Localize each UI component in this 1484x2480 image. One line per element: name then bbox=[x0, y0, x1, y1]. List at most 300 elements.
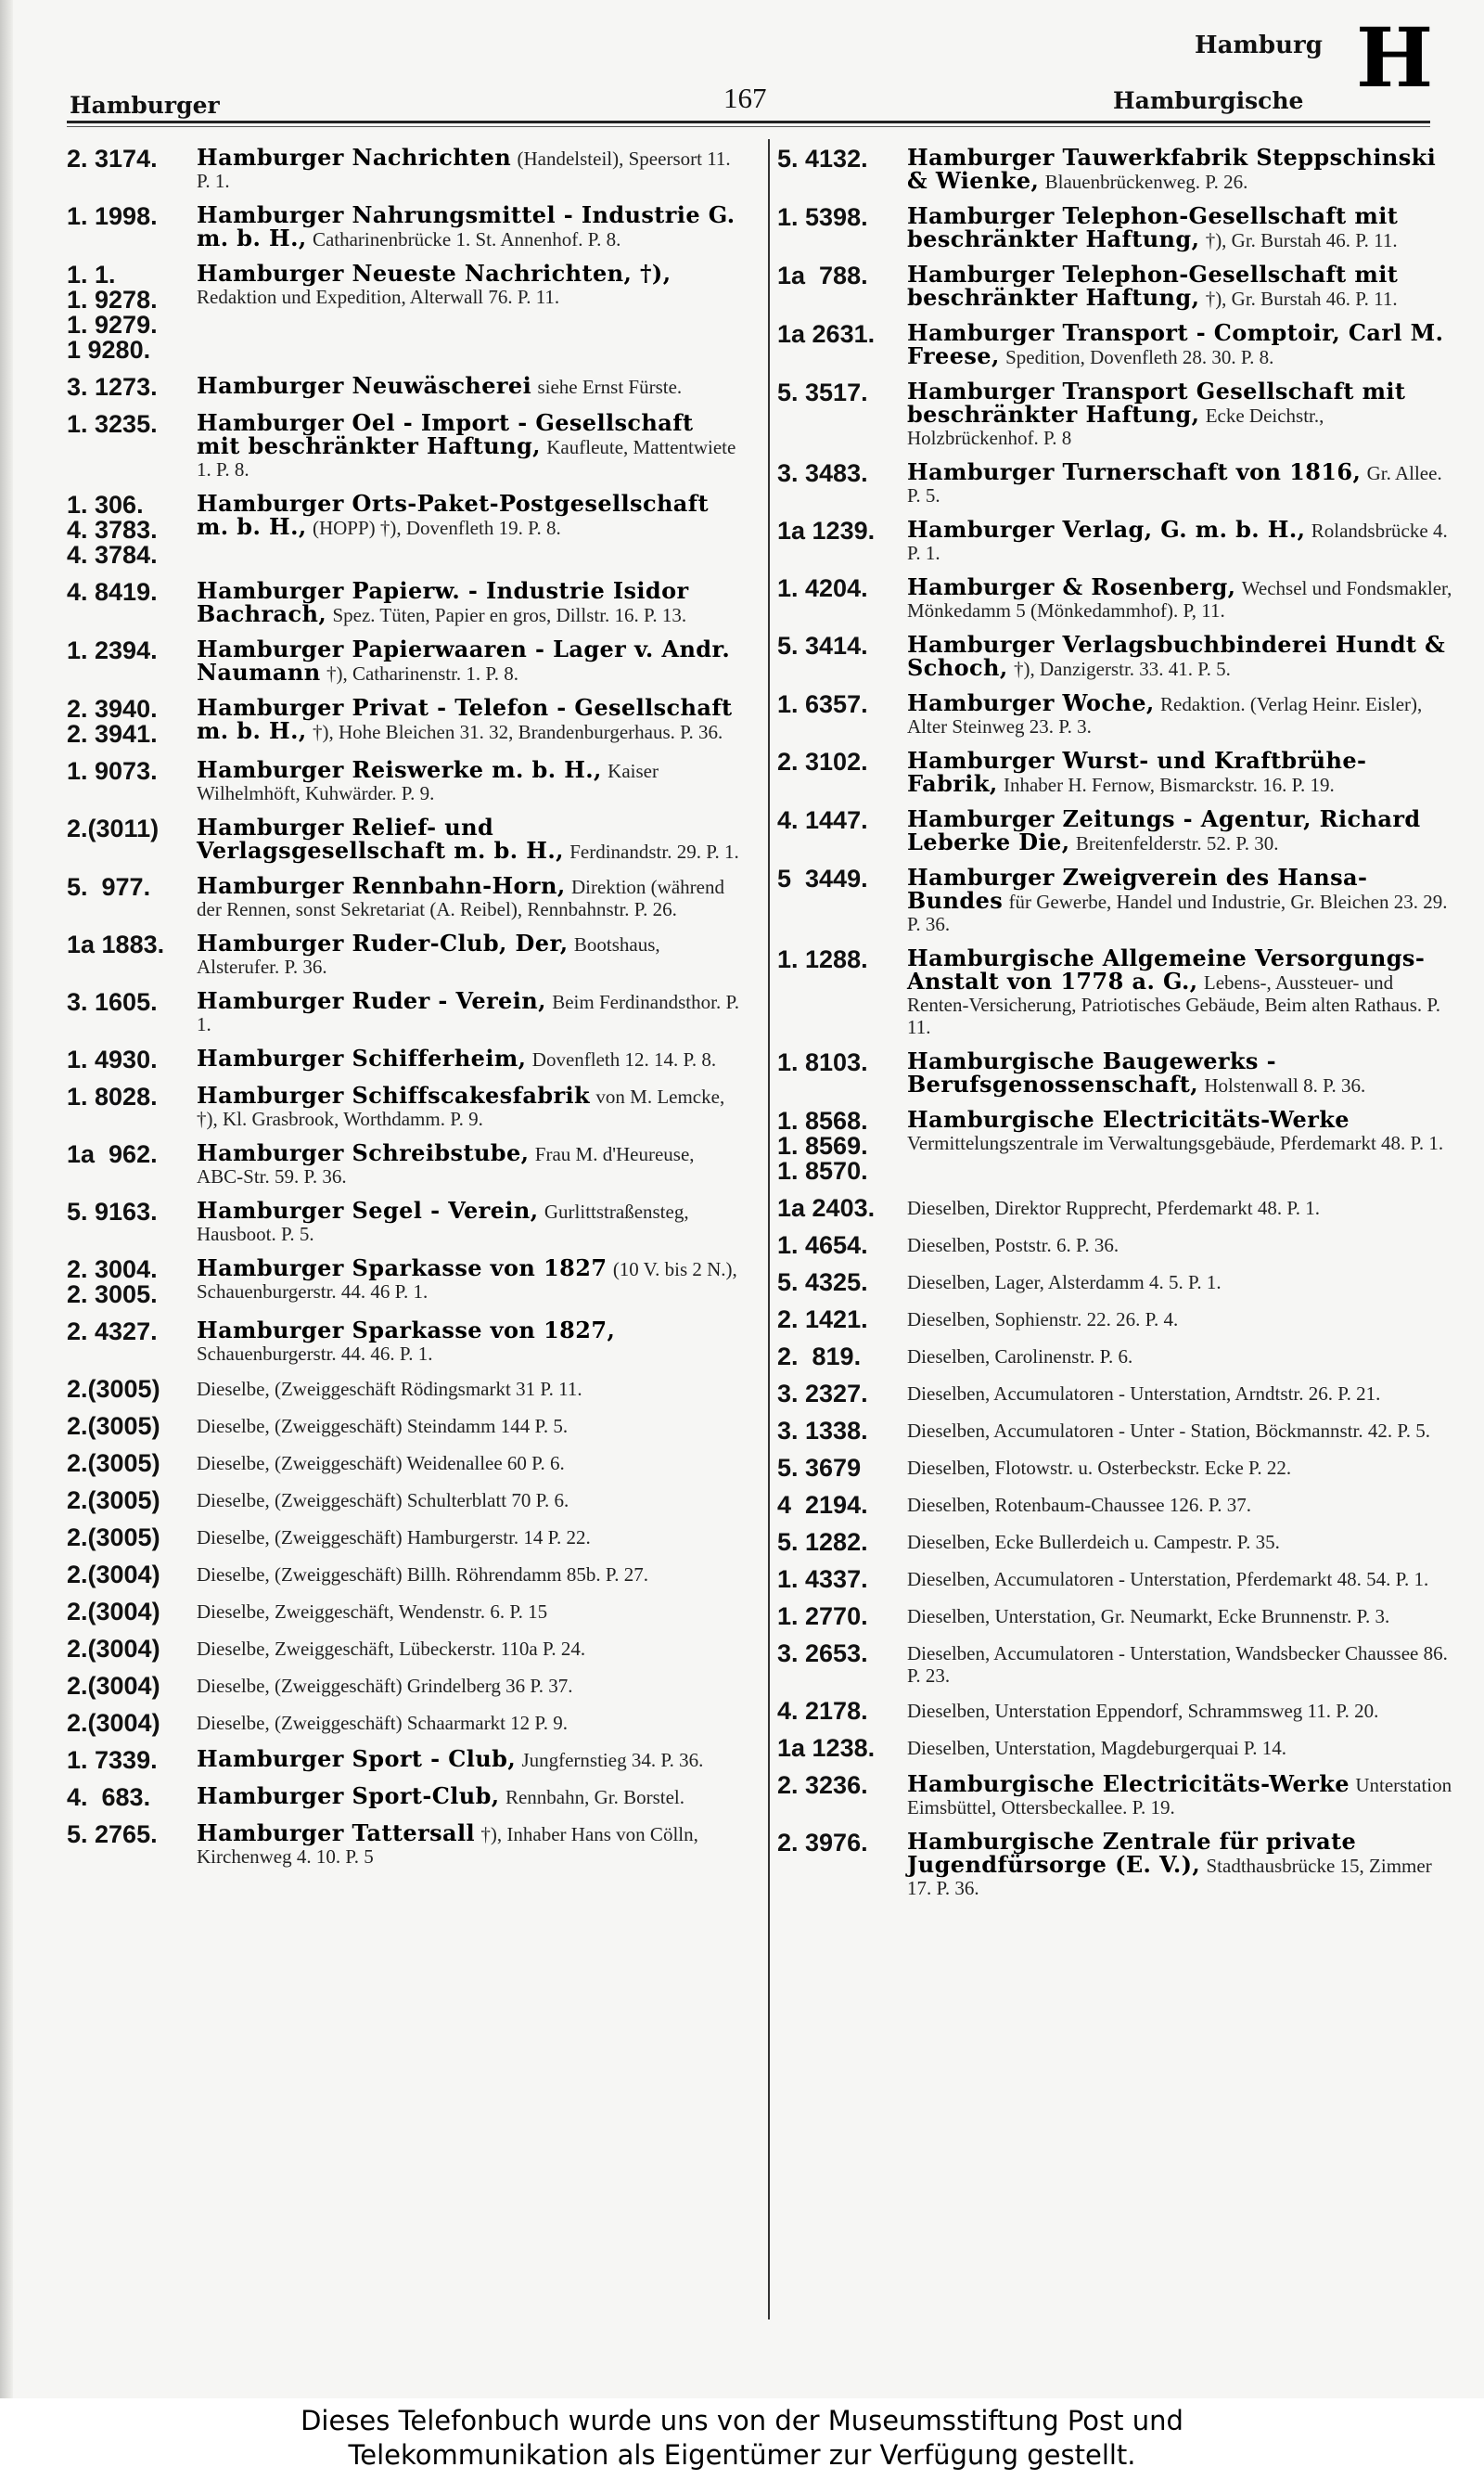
entry-text bbox=[907, 1641, 1454, 1687]
entry-details: Dieselbe, (Zweiggeschäft) Schulterblatt 70 P. 6. bbox=[197, 1489, 569, 1511]
entry-name: Hamburger Privat - Telefon - Gesellschaft m. b. H., bbox=[197, 694, 733, 744]
entry-name: Hamburger Woche, bbox=[907, 689, 1155, 716]
entry-text bbox=[197, 1377, 744, 1400]
directory-entry bbox=[777, 144, 1454, 194]
phone-numbers: 1. 306. 4. 3783. 4. 3784. bbox=[67, 491, 158, 569]
directory-entry bbox=[67, 409, 744, 481]
directory-entry bbox=[777, 1047, 1454, 1098]
directory-entry bbox=[67, 756, 744, 804]
phone-numbers: 3. 2653. bbox=[777, 1639, 868, 1667]
entry-name: Hamburger Schifferheim, bbox=[197, 1045, 527, 1072]
directory-entry bbox=[67, 490, 744, 569]
entry-details: Blauenbrückenweg. P. 26. bbox=[1044, 171, 1248, 193]
phone-numbers: 3. 1273. bbox=[67, 373, 158, 401]
entry-name: Hamburger Sport-Club, bbox=[197, 1782, 500, 1809]
entry-details: Schauenburgerstr. 44. 46. P. 1. bbox=[197, 1343, 433, 1365]
directory-entry bbox=[67, 1082, 744, 1130]
entry-details: Dieselben, Unterstation Eppendorf, Schrammsweg 11. P. 20. bbox=[907, 1700, 1379, 1722]
phone-numbers: 2.(3005) bbox=[67, 1375, 160, 1403]
entry-text bbox=[907, 1344, 1454, 1368]
phone-numbers: 1. 4204. bbox=[777, 574, 868, 602]
phone-numbers: 3. 1338. bbox=[777, 1417, 868, 1445]
entry-name: Hamburger & Rosenberg, bbox=[907, 573, 1236, 600]
phone-numbers: 1. 6357. bbox=[777, 690, 868, 718]
entry-details: Unterstation Eimsbüttel, Ottersbeckallee. P. 19. bbox=[907, 1774, 1452, 1818]
entry-details: Dieselbe, (Zweiggeschäft) Steindamm 144 P. 5. bbox=[197, 1415, 569, 1437]
entry-details: Rolandsbrücke 4. P. 1. bbox=[907, 520, 1448, 564]
entry-text bbox=[907, 1233, 1454, 1256]
directory-entry bbox=[777, 319, 1454, 369]
entry-details: Ferdinandstr. 29. P. 1. bbox=[569, 841, 739, 863]
entry-text bbox=[907, 1456, 1454, 1479]
entry-text bbox=[907, 864, 1454, 935]
entry-text bbox=[197, 638, 744, 685]
directory-entry bbox=[777, 1828, 1454, 1899]
entry-text bbox=[907, 1736, 1454, 1759]
left-column bbox=[67, 144, 744, 1880]
running-head-right-top: Hamburg bbox=[1195, 32, 1323, 59]
entry-text bbox=[907, 631, 1454, 681]
entry-name: Hamburger Rennbahn-Horn, bbox=[197, 872, 566, 899]
entry-name: Hamburger Ruder - Verein, bbox=[197, 987, 546, 1014]
phone-numbers: 2. 3174. bbox=[67, 145, 158, 173]
phone-numbers: 1a 788. bbox=[777, 262, 868, 289]
entry-text bbox=[907, 1604, 1454, 1627]
entry-details: †), Danzigerstr. 33. 41. P. 5. bbox=[1013, 658, 1231, 680]
entry-name: Hamburger Sparkasse von 1827, bbox=[197, 1317, 616, 1343]
directory-entry bbox=[67, 1600, 744, 1625]
directory-entry bbox=[777, 202, 1454, 252]
phone-numbers: 4. 683. bbox=[67, 1783, 151, 1811]
phone-numbers: 1a 1238. bbox=[777, 1734, 876, 1762]
phone-numbers: 2.(3005) bbox=[67, 1449, 160, 1477]
entry-details: Bootshaus, Alsterufer. P. 36. bbox=[197, 933, 660, 978]
phone-numbers: 2.(3011) bbox=[67, 815, 160, 842]
entry-name: Hamburger Transport - Comptoir, Carl M. Freese, bbox=[907, 319, 1444, 369]
phone-numbers: 5. 3679 bbox=[777, 1454, 862, 1482]
phone-numbers: 4 2194. bbox=[777, 1491, 868, 1519]
entry-text bbox=[907, 944, 1454, 1038]
phone-numbers: 2.(3005) bbox=[67, 1412, 160, 1440]
directory-entry bbox=[777, 1736, 1454, 1761]
entry-details: von M. Lemcke, †), Kl. Grasbrook, Worthdamm. P. 9. bbox=[197, 1086, 725, 1130]
entry-text bbox=[197, 1525, 744, 1548]
footer-line-2: Telekommunikation als Eigentümer zur Verfügung gestellt. bbox=[348, 2439, 1136, 2471]
directory-entry bbox=[67, 872, 744, 920]
entry-text bbox=[197, 1711, 744, 1734]
phone-numbers: 1a 2403. bbox=[777, 1194, 876, 1222]
directory-entry bbox=[67, 1745, 744, 1774]
directory-entry bbox=[777, 1307, 1454, 1332]
entry-text bbox=[907, 1307, 1454, 1330]
phone-numbers: 1. 4337. bbox=[777, 1565, 868, 1593]
entry-details: Dieselbe, (Zweiggeschäft) Schaarmarkt 12 P. 9. bbox=[197, 1712, 569, 1734]
entry-name: Hamburgische Allgemeine Versorgungs-Anstalt von 1778 a. G., bbox=[907, 944, 1426, 995]
entry-name: Hamburger Verlagsbuchbinderei Hundt & Schoch, bbox=[907, 631, 1446, 681]
phone-numbers: 5. 4132. bbox=[777, 145, 868, 173]
directory-entry bbox=[777, 689, 1454, 738]
entry-text bbox=[907, 1419, 1454, 1442]
entry-details: Dieselben, Accumulatoren - Unterstation, Pferdemarkt 48. 54. P. 1. bbox=[907, 1568, 1429, 1590]
entry-name: Hamburgische Electricitäts-Werke bbox=[907, 1106, 1350, 1133]
directory-entry bbox=[67, 694, 744, 748]
entry-text bbox=[197, 1047, 744, 1071]
entry-text bbox=[197, 1082, 744, 1130]
entry-details: Direktion (während der Rennen, sonst Sekretariat (A. Reibel), Rennbahnstr. P. 26. bbox=[197, 876, 724, 920]
directory-entry bbox=[777, 458, 1454, 507]
section-letter: H bbox=[1356, 9, 1434, 106]
phone-numbers: 2. 3976. bbox=[777, 1829, 868, 1857]
phone-numbers: 3. 1605. bbox=[67, 988, 158, 1016]
entry-text bbox=[907, 1270, 1454, 1293]
directory-entry bbox=[67, 638, 744, 685]
entry-name: Hamburger Sport - Club, bbox=[197, 1745, 517, 1772]
directory-entry bbox=[67, 816, 744, 863]
directory-entry bbox=[777, 1641, 1454, 1687]
directory-entry bbox=[777, 1604, 1454, 1629]
entry-text bbox=[907, 458, 1454, 507]
phone-numbers: 2.(3005) bbox=[67, 1523, 160, 1551]
entry-details: Dieselben, Accumulatoren - Unterstation, Wandsbecker Chaussee 86. P. 23. bbox=[907, 1642, 1448, 1687]
directory-entry bbox=[67, 1047, 744, 1073]
entry-text bbox=[907, 202, 1454, 252]
directory-entry bbox=[67, 144, 744, 192]
header-rule bbox=[67, 121, 1430, 123]
entry-details: Breitenfelderstr. 52. P. 30. bbox=[1075, 832, 1279, 855]
entry-details: Dovenfleth 12. 14. P. 8. bbox=[531, 1048, 717, 1071]
entry-details: Dieselbe, (Zweiggeschäft Rödingsmarkt 31 P. 11. bbox=[197, 1378, 582, 1400]
entry-name: Hamburger Telephon-Gesellschaft mit beschränkter Haftung, bbox=[907, 202, 1399, 252]
phone-numbers: 2.(3004) bbox=[67, 1561, 160, 1588]
entry-text bbox=[197, 1451, 744, 1474]
entry-text bbox=[907, 144, 1454, 194]
phone-numbers: 1. 2770. bbox=[777, 1602, 868, 1630]
directory-entry bbox=[777, 516, 1454, 564]
directory-entry bbox=[67, 932, 744, 978]
phone-numbers: 1a 1239. bbox=[777, 517, 876, 545]
entry-text bbox=[197, 932, 744, 978]
entry-name: Hamburger Verlag, G. m. b. H., bbox=[907, 516, 1306, 543]
entry-name: Hamburger Schreibstube, bbox=[197, 1139, 530, 1166]
phone-numbers: 4. 8419. bbox=[67, 578, 158, 606]
entry-text bbox=[197, 1488, 744, 1511]
entry-name: Hamburger Reiswerke m. b. H., bbox=[197, 756, 602, 783]
entry-text bbox=[197, 1745, 744, 1772]
phone-numbers: 2. 819. bbox=[777, 1343, 862, 1370]
entry-name: Hamburger Zweigverein des Hansa-Bundes bbox=[907, 864, 1368, 914]
directory-entry bbox=[777, 1770, 1454, 1818]
entry-details: †), Gr. Burstah 46. P. 11. bbox=[1205, 229, 1398, 251]
entry-details: Vermittelungszentrale im Verwaltungsgebäude, Pferdemarkt 48. P. 1. bbox=[907, 1132, 1444, 1154]
phone-numbers: 2.(3005) bbox=[67, 1486, 160, 1514]
entry-text bbox=[907, 1047, 1454, 1098]
entry-text bbox=[197, 1562, 744, 1586]
entry-name: Hamburger Papierw. - Industrie Isidor Bachrach, bbox=[197, 577, 689, 627]
directory-entry bbox=[67, 1819, 744, 1868]
phone-numbers: 1. 8103. bbox=[777, 1048, 868, 1076]
entry-text bbox=[197, 490, 744, 540]
entry-name: Hamburger Tattersall bbox=[197, 1819, 476, 1846]
footer-notice bbox=[0, 2398, 1484, 2480]
phone-numbers: 5. 2765. bbox=[67, 1820, 158, 1848]
page-spine-shadow bbox=[0, 0, 13, 2398]
entry-details: †), Hohe Bleichen 31. 32, Brandenburgerhaus. P. 36. bbox=[312, 721, 723, 743]
entry-details: (HOPP) †), Dovenfleth 19. P. 8. bbox=[312, 517, 561, 539]
directory-entry bbox=[777, 573, 1454, 622]
entry-name: Hamburgische Baugewerks - Berufsgenossenschaft, bbox=[907, 1047, 1276, 1098]
entry-text bbox=[197, 987, 744, 1035]
entry-details: Rennbahn, Gr. Borstel. bbox=[505, 1786, 684, 1808]
entry-text bbox=[907, 319, 1454, 369]
phone-numbers: 2.(3004) bbox=[67, 1672, 160, 1700]
phone-numbers: 2. 4327. bbox=[67, 1317, 158, 1345]
directory-entry bbox=[777, 747, 1454, 797]
entry-details: Dieselbe, Zweiggeschäft, Lübeckerstr. 110a P. 24. bbox=[197, 1638, 586, 1660]
directory-entry bbox=[67, 1377, 744, 1402]
entry-details: Dieselben, Flotowstr. u. Osterbeckstr. Ecke P. 22. bbox=[907, 1457, 1292, 1479]
phone-numbers: 2. 1421. bbox=[777, 1305, 868, 1333]
entry-details: Beim Ferdinandsthor. P. 1. bbox=[197, 991, 740, 1035]
phone-numbers: 1a 1883. bbox=[67, 931, 165, 958]
entry-name: Hamburger Oel - Import - Gesellschaft mit beschränkter Haftung, bbox=[197, 409, 694, 459]
entry-details: für Gewerbe, Handel und Industrie, Gr. Bleichen 23. 29. P. 36. bbox=[907, 891, 1448, 935]
directory-entry bbox=[777, 380, 1454, 449]
phone-numbers: 1. 8568. 1. 8569. 1. 8570. bbox=[777, 1107, 868, 1185]
entry-details: Dieselben, Unterstation, Magdeburgerquai P. 14. bbox=[907, 1737, 1287, 1759]
entry-text bbox=[197, 260, 744, 308]
entry-details: Lebens-, Aussteuer- und Renten-Versicherung, Patriotisches Gebäude, Beim alten Rathaus. P. 11. bbox=[907, 971, 1441, 1038]
entry-details: Kaufleute, Mattentwiete 1. P. 8. bbox=[197, 436, 736, 481]
directory-entry bbox=[777, 1419, 1454, 1444]
directory-entry bbox=[777, 1344, 1454, 1369]
phone-numbers: 1. 5398. bbox=[777, 203, 868, 231]
entry-details: Redaktion und Expedition, Alterwall 76. P. 11. bbox=[197, 286, 560, 308]
directory-entry bbox=[67, 987, 744, 1035]
right-column bbox=[777, 144, 1454, 1911]
directory-entry bbox=[777, 263, 1454, 310]
entry-details: Dieselben, Direktor Rupprecht, Pferdemarkt 48. P. 1. bbox=[907, 1197, 1320, 1219]
entry-name: Hamburger Zeitungs - Agentur, Richard Leberke Die, bbox=[907, 805, 1421, 855]
phone-numbers: 1. 1288. bbox=[777, 945, 868, 973]
entry-text bbox=[907, 1106, 1454, 1154]
entry-name: Hamburger Ruder-Club, Der, bbox=[197, 930, 569, 957]
entry-details: Dieselben, Accumulatoren - Unterstation, Arndtstr. 26. P. 21. bbox=[907, 1382, 1381, 1405]
phone-numbers: 1. 3235. bbox=[67, 410, 158, 438]
entry-text bbox=[907, 380, 1454, 449]
entry-details: Inhaber H. Fernow, Bismarckstr. 16. P. 19. bbox=[1003, 774, 1335, 796]
directory-entry bbox=[777, 1381, 1454, 1407]
entry-details: Dieselben, Unterstation, Gr. Neumarkt, Ecke Brunnenstr. P. 3. bbox=[907, 1605, 1390, 1627]
entry-text bbox=[907, 1828, 1454, 1899]
phone-numbers: 2. 3236. bbox=[777, 1771, 868, 1799]
phone-numbers: 1. 2394. bbox=[67, 636, 158, 664]
entry-text bbox=[197, 872, 744, 920]
phone-numbers: 3. 3483. bbox=[777, 459, 868, 487]
footer-line-1: Dieses Telefonbuch wurde uns von der Museumsstiftung Post und bbox=[301, 2405, 1183, 2436]
entry-details: Holstenwall 8. P. 36. bbox=[1204, 1074, 1366, 1097]
entry-text bbox=[197, 1414, 744, 1437]
directory-entry bbox=[777, 1567, 1454, 1592]
entry-text bbox=[197, 1819, 744, 1868]
entry-text bbox=[197, 1254, 744, 1303]
directory-entry bbox=[67, 1782, 744, 1811]
entry-name: Hamburger Papierwaaren - Lager v. Andr. Naumann bbox=[197, 636, 731, 686]
phone-numbers: 2. 3004. 2. 3005. bbox=[67, 1255, 158, 1308]
entry-text bbox=[197, 756, 744, 804]
phone-numbers: 2.(3004) bbox=[67, 1598, 160, 1625]
directory-entry bbox=[777, 805, 1454, 855]
phone-numbers: 1. 4654. bbox=[777, 1231, 868, 1259]
entry-details: †), Gr. Burstah 46. P. 11. bbox=[1205, 288, 1398, 310]
entry-details: Redaktion. (Verlag Heinr. Eisler), Alter Steinweg 23. P. 3. bbox=[907, 693, 1423, 738]
phone-numbers: 2. 3102. bbox=[777, 748, 868, 776]
running-head-left: Hamburger bbox=[70, 92, 220, 119]
entry-name: Hamburger Transport Gesellschaft mit beschränkter Haftung, bbox=[907, 378, 1406, 428]
entry-text bbox=[197, 1782, 744, 1809]
directory-entry bbox=[67, 1319, 744, 1365]
header-rule-thin bbox=[67, 126, 1430, 127]
entry-details: Dieselbe, Zweiggeschäft, Wendenstr. 6. P. 15 bbox=[197, 1600, 548, 1623]
entry-name: Hamburgische Zentrale für private Jugendfürsorge (E. V.), bbox=[907, 1828, 1357, 1878]
entry-text bbox=[197, 1600, 744, 1623]
entry-text bbox=[197, 144, 744, 192]
phone-numbers: 1. 1998. bbox=[67, 202, 158, 230]
directory-entry bbox=[777, 1233, 1454, 1258]
directory-entry bbox=[67, 1451, 744, 1476]
phone-numbers: 5. 3517. bbox=[777, 379, 868, 406]
directory-entry bbox=[67, 1254, 744, 1308]
entry-details: Dieselben, Ecke Bullerdeich u. Campestr. P. 35. bbox=[907, 1531, 1280, 1553]
entry-details: Gr. Allee. P. 5. bbox=[907, 462, 1442, 507]
directory-entry bbox=[67, 1414, 744, 1439]
entry-text bbox=[197, 1637, 744, 1660]
entry-details: Frau M. d'Heureuse, ABC-Str. 59. P. 36. bbox=[197, 1143, 695, 1188]
directory-entry bbox=[777, 631, 1454, 681]
entry-text bbox=[197, 577, 744, 627]
phone-numbers: 1. 9073. bbox=[67, 757, 158, 785]
entry-name: Hamburger Relief- und Verlagsgesellschaft m. b. H., bbox=[197, 814, 564, 864]
entry-text bbox=[907, 1699, 1454, 1722]
entry-details: Dieselben, Rotenbaum-Chaussee 126. P. 37. bbox=[907, 1494, 1251, 1516]
page-number: 167 bbox=[723, 82, 767, 114]
entry-text bbox=[907, 1381, 1454, 1405]
entry-text bbox=[197, 1139, 744, 1188]
entry-text bbox=[197, 816, 744, 863]
entry-name: Hamburger Neuwäscherei bbox=[197, 372, 532, 399]
entry-name: Hamburgische Electricitäts-Werke bbox=[907, 1770, 1350, 1797]
running-head-right: Hamburgische bbox=[1113, 87, 1304, 114]
directory-entry bbox=[777, 1456, 1454, 1481]
phone-numbers: 1a 962. bbox=[67, 1140, 158, 1168]
entry-details: Gurlittstraßensteg, Hausboot. P. 5. bbox=[197, 1201, 689, 1245]
phone-numbers: 2.(3004) bbox=[67, 1635, 160, 1663]
phone-numbers: 2. 3940. 2. 3941. bbox=[67, 695, 158, 748]
entry-text bbox=[907, 263, 1454, 310]
directory-entry bbox=[67, 372, 744, 401]
directory-entry bbox=[67, 1525, 744, 1550]
directory-entry bbox=[67, 1674, 744, 1699]
entry-name: Hamburger Schiffscakesfabrik bbox=[197, 1082, 591, 1109]
phone-numbers: 5 3449. bbox=[777, 865, 868, 893]
entry-name: Hamburger Nachrichten bbox=[197, 144, 512, 171]
entry-name: Hamburger Orts-Paket-Postgesellschaft m. b. H., bbox=[197, 490, 709, 540]
entry-text bbox=[907, 1567, 1454, 1590]
entry-details: Dieselbe, (Zweiggeschäft) Hamburgerstr. 14 P. 22. bbox=[197, 1526, 591, 1548]
entry-details: Dieselbe, (Zweiggeschäft) Weidenallee 60 P. 6. bbox=[197, 1452, 565, 1474]
entry-text bbox=[907, 1530, 1454, 1553]
directory-entry bbox=[67, 577, 744, 627]
entry-details: siehe Ernst Fürste. bbox=[537, 376, 683, 398]
directory-entry bbox=[777, 864, 1454, 935]
directory-entry bbox=[777, 1196, 1454, 1221]
entry-text bbox=[907, 1493, 1454, 1516]
entry-details: Kaiser Wilhelmhöft, Kuhwärder. P. 9. bbox=[197, 760, 659, 804]
entry-text bbox=[197, 1197, 744, 1245]
entry-name: Hamburger Nahrungsmittel - Industrie G. m. b. H., bbox=[197, 201, 736, 251]
entry-text bbox=[907, 747, 1454, 797]
entry-details: †), Inhaber Hans von Cölln, Kirchenweg 4. 10. P. 5 bbox=[197, 1823, 698, 1868]
entry-text bbox=[197, 409, 744, 481]
entry-details: Spez. Tüten, Papier en gros, Dillstr. 16. P. 13. bbox=[332, 604, 687, 626]
entry-details: †), Catharinenstr. 1. P. 8. bbox=[326, 662, 519, 685]
entry-name: Hamburger Sparkasse von 1827 bbox=[197, 1254, 608, 1281]
entry-text bbox=[907, 573, 1454, 622]
entry-name: Hamburger Telephon-Gesellschaft mit beschränkter Haftung, bbox=[907, 261, 1399, 311]
entry-text bbox=[197, 694, 744, 744]
entry-details: (Handelsteil), Speersort 11. P. 1. bbox=[197, 148, 731, 192]
directory-entry bbox=[777, 1270, 1454, 1295]
entry-text bbox=[907, 1196, 1454, 1219]
phone-numbers: 1. 8028. bbox=[67, 1083, 158, 1111]
directory-entry bbox=[67, 201, 744, 251]
entry-details: Stadthausbrücke 15, Zimmer 17. P. 36. bbox=[907, 1855, 1432, 1899]
entry-name: Hamburger Neueste Nachrichten, †), bbox=[197, 260, 672, 287]
entry-text bbox=[197, 1674, 744, 1697]
phone-numbers: 5. 3414. bbox=[777, 632, 868, 660]
entry-text bbox=[907, 689, 1454, 738]
entry-text bbox=[907, 516, 1454, 564]
directory-entry bbox=[67, 1562, 744, 1587]
entry-details: Dieselben, Lager, Alsterdamm 4. 5. P. 1. bbox=[907, 1271, 1222, 1293]
column-divider bbox=[768, 139, 770, 2319]
entry-name: Hamburger Turnerschaft von 1816, bbox=[907, 458, 1362, 485]
entry-name: Hamburger Tauwerkfabrik Steppschinski & Wienke, bbox=[907, 144, 1437, 194]
entry-name: Hamburger Segel - Verein, bbox=[197, 1197, 539, 1224]
directory-entry bbox=[777, 1106, 1454, 1185]
entry-details: Spedition, Dovenfleth 28. 30. P. 8. bbox=[1005, 346, 1274, 368]
directory-entry bbox=[777, 944, 1454, 1038]
directory-entry bbox=[777, 1530, 1454, 1555]
phone-numbers: 1. 7339. bbox=[67, 1746, 158, 1774]
phone-numbers: 5. 4325. bbox=[777, 1268, 868, 1296]
phone-numbers: 3. 2327. bbox=[777, 1380, 868, 1407]
directory-entry bbox=[67, 1488, 744, 1513]
entry-details: Dieselbe, (Zweiggeschäft) Grindelberg 36 P. 37. bbox=[197, 1675, 573, 1697]
phone-numbers: 2.(3004) bbox=[67, 1709, 160, 1737]
phone-numbers: 4. 2178. bbox=[777, 1697, 868, 1725]
phone-numbers: 5. 1282. bbox=[777, 1528, 868, 1556]
entry-details: Dieselben, Accumulatoren - Unter - Station, Böckmannstr. 42. P. 5. bbox=[907, 1420, 1430, 1442]
directory-entry bbox=[777, 1493, 1454, 1518]
entry-text bbox=[907, 805, 1454, 855]
entry-details: Jungfernstieg 34. P. 36. bbox=[521, 1749, 704, 1771]
phone-numbers: 5. 9163. bbox=[67, 1198, 158, 1226]
entry-details: (10 V. bis 2 N.), Schauenburgerstr. 44. 46 P. 1. bbox=[197, 1258, 737, 1303]
entry-details: Dieselbe, (Zweiggeschäft) Billh. Röhrendamm 85b. P. 27. bbox=[197, 1563, 648, 1586]
entry-details: Wechsel und Fondsmakler, Mönkedamm 5 (Mönkedammhof). P, 11. bbox=[907, 577, 1452, 622]
phone-numbers: 1. 4930. bbox=[67, 1046, 158, 1073]
entry-details: Ecke Deichstr., Holzbrückenhof. P. 8 bbox=[907, 405, 1324, 449]
